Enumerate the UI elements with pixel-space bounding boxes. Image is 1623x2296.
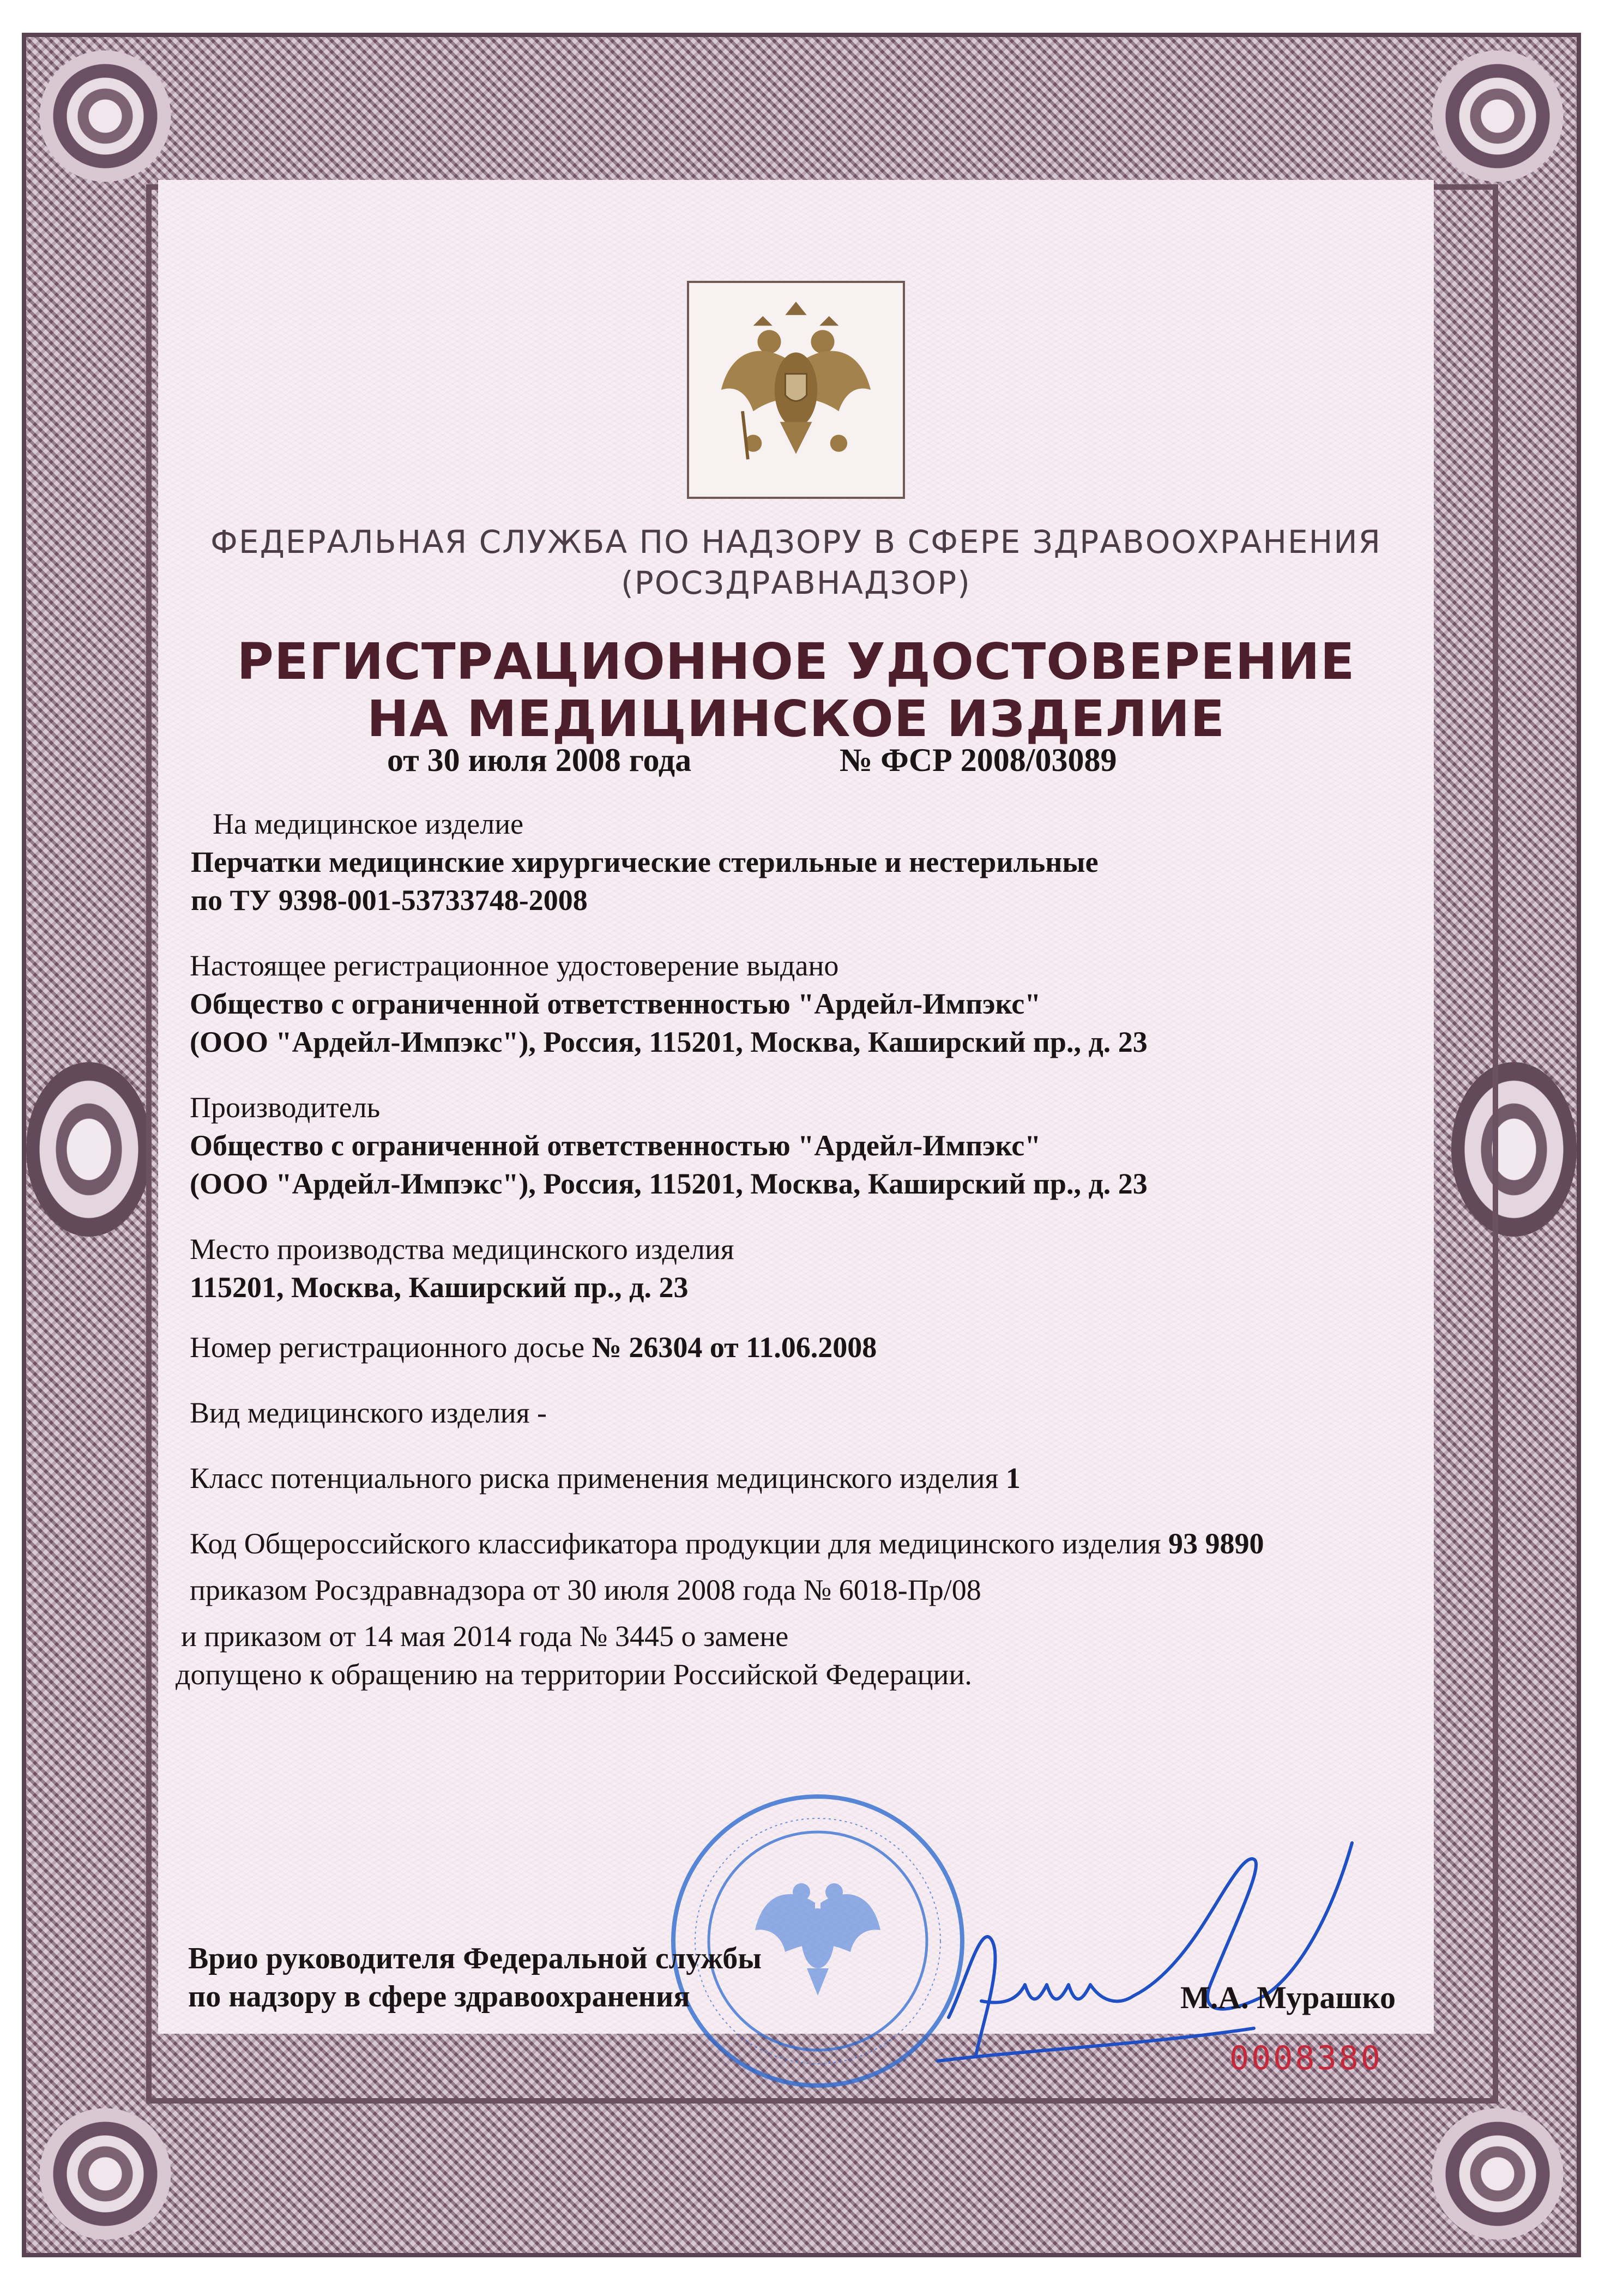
production-place-value: 115201, Москва, Каширский пр., д. 23: [190, 1271, 689, 1304]
signer-title-line-2: по надзору в сфере здравоохранения: [188, 1980, 690, 2014]
corner-ornament-top-left: [37, 48, 173, 184]
classifier-code-line: [190, 1527, 1264, 1560]
side-ornament-left: [26, 1062, 152, 1237]
product-label: На медицинское изделие: [213, 807, 524, 840]
manufacturer-label: Производитель: [190, 1091, 381, 1124]
double-headed-eagle-icon: [689, 283, 903, 497]
certificate-number: № ФСР 2008/03089: [840, 742, 1117, 778]
corner-ornament-top-right: [1429, 48, 1566, 184]
agency-name: ФЕДЕРАЛЬНАЯ СЛУЖБА ПО НАДЗОРУ В СФЕРЕ ЗДРАВООХРАНЕНИЯ: [210, 523, 1381, 561]
order-line-2: и приказом от 14 мая 2014 года № 3445 о замене: [181, 1620, 789, 1653]
agency-abbreviation: (РОСЗДРАВНАДЗОР): [621, 564, 971, 601]
signer-title-line-1: Врио руководителя Федеральной службы: [188, 1942, 762, 1975]
product-name: Перчатки медицинские хирургические стерильные и нестерильные: [191, 846, 1099, 878]
seal-eagle-icon: [755, 1883, 880, 1996]
certificate-body: [158, 180, 1434, 2077]
classifier-code-label: Код Общероссийского классификатора продукции для медицинского изделия: [190, 1527, 1168, 1560]
coat-of-arms-emblem: [687, 281, 905, 499]
risk-class-value: 1: [1005, 1462, 1021, 1494]
manufacturer-company: Общество с ограниченной ответственностью "Ардейл-Импэкс": [190, 1129, 1041, 1162]
document-title: РЕГИСТРАЦИОННОЕ УДОСТОВЕРЕНИЕ: [237, 632, 1355, 691]
issued-label: Настоящее регистрационное удостоверение выдано: [190, 949, 839, 982]
dossier-value: № 26304 от 11.06.2008: [592, 1331, 877, 1364]
production-place-label: Место производства медицинского изделия: [190, 1233, 734, 1265]
issue-date: от 30 июля 2008 года: [387, 742, 692, 778]
classifier-code-value: 93 9890: [1168, 1527, 1264, 1560]
issued-to-address: (ООО "Ардейл-Импэкс"), Россия, 115201, Москва, Каширский пр., д. 23: [190, 1026, 1148, 1058]
device-type-label: Вид медицинского изделия -: [190, 1396, 547, 1429]
manufacturer-address: (ООО "Ардейл-Импэкс"), Россия, 115201, Москва, Каширский пр., д. 23: [190, 1167, 1148, 1200]
dossier-line: [190, 1330, 877, 1364]
corner-ornament-bottom-left: [37, 2106, 173, 2242]
serial-number: 0008380: [1229, 2039, 1383, 2077]
order-line-3: допущено к обращению на территории Российской Федерации.: [176, 1658, 972, 1691]
order-line-1: приказом Росздравнадзора от 30 июля 2008 года № 6018-Пр/08: [190, 1574, 981, 1606]
signer-name: М.А. Мурашко: [1180, 1980, 1396, 2015]
risk-class-label: Класс потенциального риска применения медицинского изделия: [190, 1462, 1006, 1494]
issued-to-company: Общество с ограниченной ответственностью "Ардейл-Импэкс": [190, 987, 1041, 1020]
risk-class-line: [190, 1461, 1021, 1495]
document-subtitle: НА МЕДИЦИНСКОЕ ИЗДЕЛИЕ: [366, 690, 1226, 748]
dossier-label: Номер регистрационного досье: [190, 1331, 592, 1364]
corner-ornament-bottom-right: [1429, 2106, 1566, 2242]
product-spec: по ТУ 9398-001-53733748-2008: [191, 884, 588, 917]
